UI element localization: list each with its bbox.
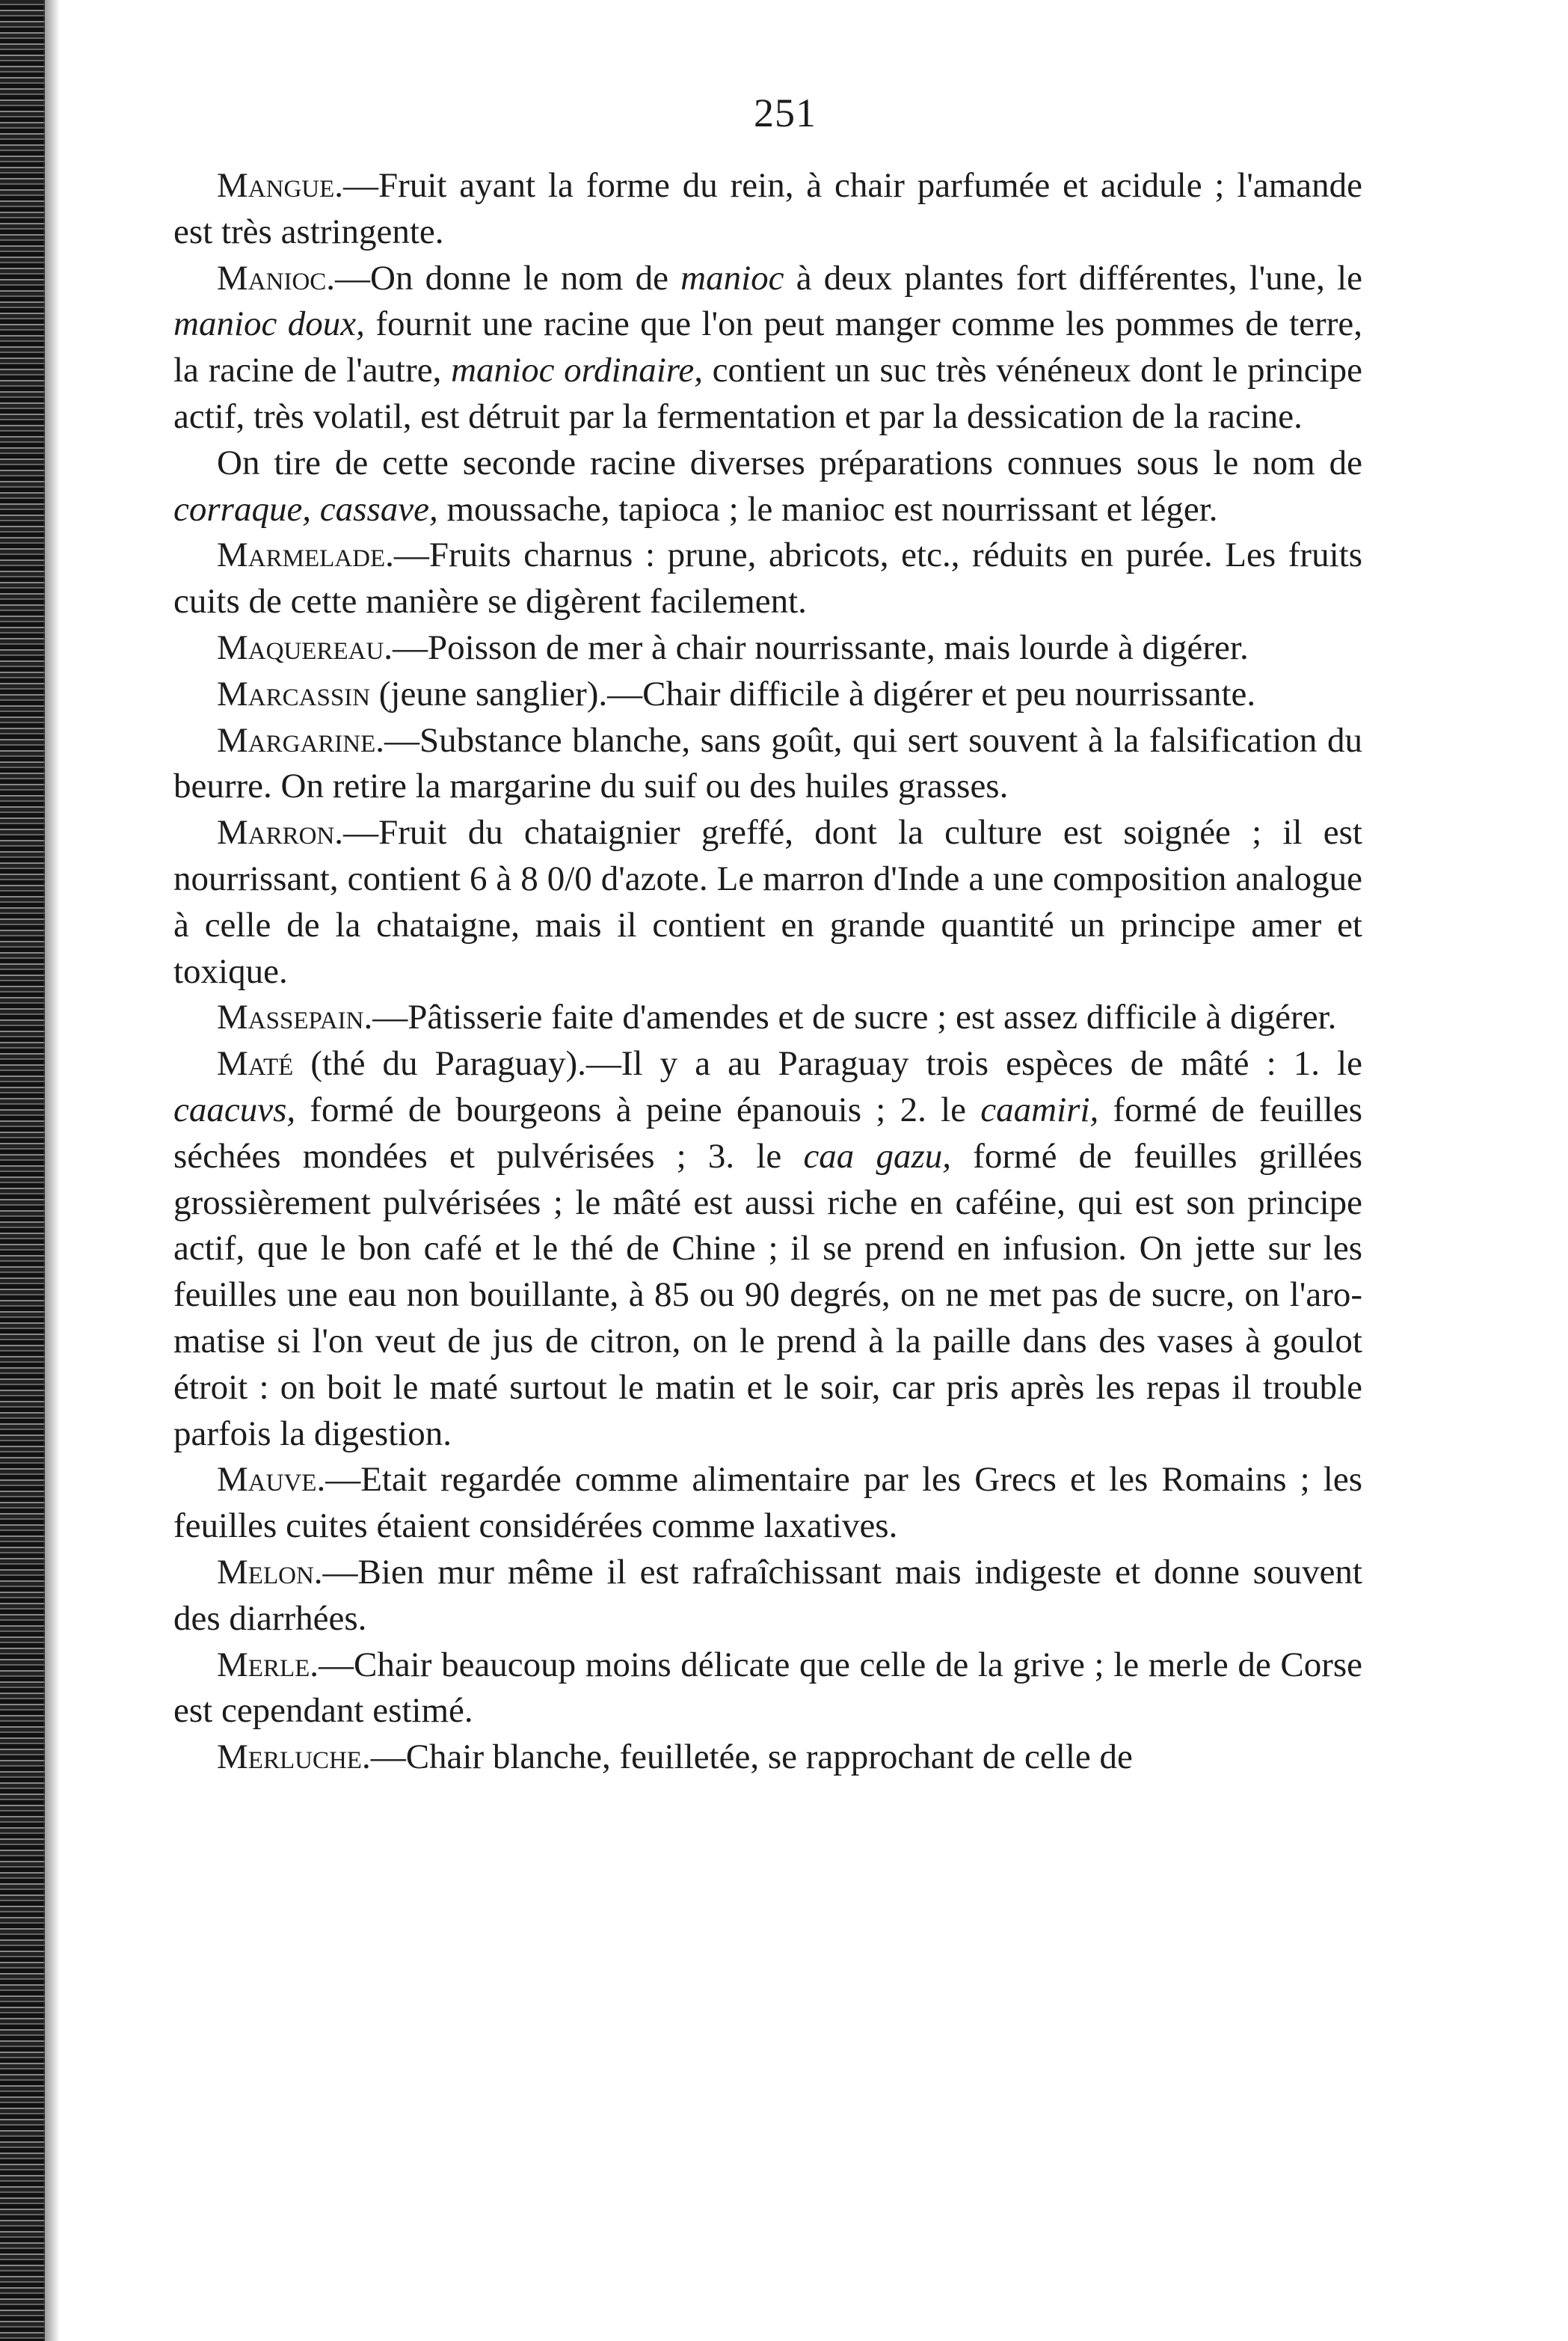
entry-term: Massepain.: [217, 998, 373, 1037]
entry-text: formé de feuilles séchées mondées et pulvérisées ; 3. le: [173, 1090, 1362, 1176]
entry-text: (jeune sanglier).—Chair difficile à digérer et peu nourrissante.: [370, 674, 1256, 714]
dictionary-entry: [173, 625, 1362, 672]
italic-term: corraque, cassave,: [173, 489, 438, 529]
entry-term: Marron.: [217, 813, 344, 853]
entry-term: Maquereau.: [217, 628, 393, 667]
italic-term: manioc: [680, 258, 784, 298]
italic-term: manioc ordinaire,: [451, 351, 703, 390]
entry-term: Mangue.: [217, 166, 344, 205]
entry-text: (thé du Paraguay).—Il y a au Paraguay trois espèces de mâté : 1. le: [293, 1044, 1362, 1084]
entry-text: —Etait regardée comme alimentaire par les Grecs et les Romains ; les feuilles cuites étaient considérées comme laxatives.: [173, 1460, 1362, 1546]
dictionary-entry: [173, 256, 1362, 441]
entry-text: —Poisson de mer à chair nourrissante, mais lourde à digérer.: [393, 628, 1249, 667]
dictionary-entry: [173, 810, 1362, 995]
entry-term: Merle.: [217, 1645, 319, 1684]
dictionary-entry: [173, 163, 1362, 256]
entry-text: à deux plantes fort différentes, l'une, le: [784, 258, 1362, 298]
dictionary-entry: [173, 441, 1362, 533]
italic-term: caamiri,: [980, 1090, 1099, 1129]
entry-term: Maté: [217, 1044, 294, 1084]
entry-term: Melon.: [217, 1552, 323, 1592]
entry-text: —Fruits charnus : prune, abricots, etc., réduits en purée. Les fruits cuits de cette manière se digèrent facilement.: [173, 536, 1362, 622]
entry-text: moussache, tapioca ; le manioc est nourrissant et léger.: [437, 489, 1218, 529]
entry-text: —Pâtisserie faite d'amendes et de sucre ; est assez difficile à digérer.: [372, 998, 1337, 1037]
entry-text: —Substance blanche, sans goût, qui sert souvent à la falsification du beurre. On retire la margarine du suif ou des huiles grasses.: [173, 720, 1362, 806]
dictionary-entry: [173, 1457, 1362, 1550]
entry-text: contient un suc très vénéneux dont le principe actif, très volatil, est détruit par la fermentation et par la dessication de la racine.: [173, 351, 1363, 436]
entry-term: Manioc.: [217, 258, 336, 298]
entry-term: Marmelade.: [217, 536, 394, 575]
entry-text: —Fruit ayant la forme du rein, à chair parfumée et acidule ; l'amande est très astringente.: [173, 166, 1362, 251]
dictionary-entry: [173, 1550, 1362, 1642]
dictionary-entry: [173, 533, 1362, 625]
entry-text: formé de feuilles grillées grossièrement pulvérisées ; le mâté est aussi riche en caféine, qui est son principe actif, que le bon café et le thé de Chine ; il se prend en infusion. On jette sur les feuilles une eau non bouillante, à 85 ou 90 degrés, on ne met pas de sucre, on l'aromatise si l'on veut de jus de citron, on le prend à la paille dans des vases à goulot étroit : on boit le maté surtout le matin et le soir, car pris après les repas il trouble parfois la digestion.: [173, 1136, 1363, 1453]
dictionary-entry: [173, 718, 1362, 811]
entry-text: —Fruit du chataignier greffé, dont la culture est soignée ; il est nourrissant, contient 6 à 8 0/0 d'azote. Le marron d'Inde a une composition analogue à celle de la chataigne, mais il contient en grande quantité un principe amer et toxique.: [173, 813, 1362, 991]
entry-text: formé de bourgeons à peine épanouis ; 2. le: [295, 1090, 981, 1129]
italic-term: manioc doux,: [173, 304, 365, 344]
dictionary-entry: [173, 1041, 1362, 1457]
entry-text: —Chair beaucoup moins délicate que celle de la grive ; le merle de Corse est cependant estimé.: [173, 1645, 1362, 1731]
entry-text: —On donne le nom de: [335, 258, 681, 298]
entry-text: On tire de cette seconde racine diverses préparations connues sous le nom de: [217, 443, 1362, 482]
dictionary-entry: [173, 672, 1362, 718]
dictionary-entry: [173, 1734, 1362, 1781]
italic-term: caacuvs,: [173, 1090, 296, 1129]
dictionary-entry: [173, 1642, 1362, 1735]
dictionary-entry: [173, 995, 1362, 1041]
entry-term: Mauve.: [217, 1460, 326, 1500]
entry-text: —Bien mur même il est rafraîchissant mais indigeste et donne souvent des diarrhées.: [173, 1552, 1362, 1638]
entry-term: Margarine.: [217, 720, 385, 760]
book-binding-edge: [0, 0, 45, 2341]
italic-term: caa gazu,: [803, 1136, 952, 1176]
page-number: 251: [754, 90, 817, 135]
entry-text: fournit une racine que l'on peut manger comme les pommes de terre, la racine de l'autre,: [173, 304, 1362, 390]
entry-term: Merluche.: [217, 1737, 371, 1777]
dictionary-text: [173, 163, 1362, 1781]
entry-text: —Chair blanche, feuilletée, se rapprochant de celle de: [370, 1737, 1133, 1777]
entry-term: Marcassin: [217, 674, 371, 714]
